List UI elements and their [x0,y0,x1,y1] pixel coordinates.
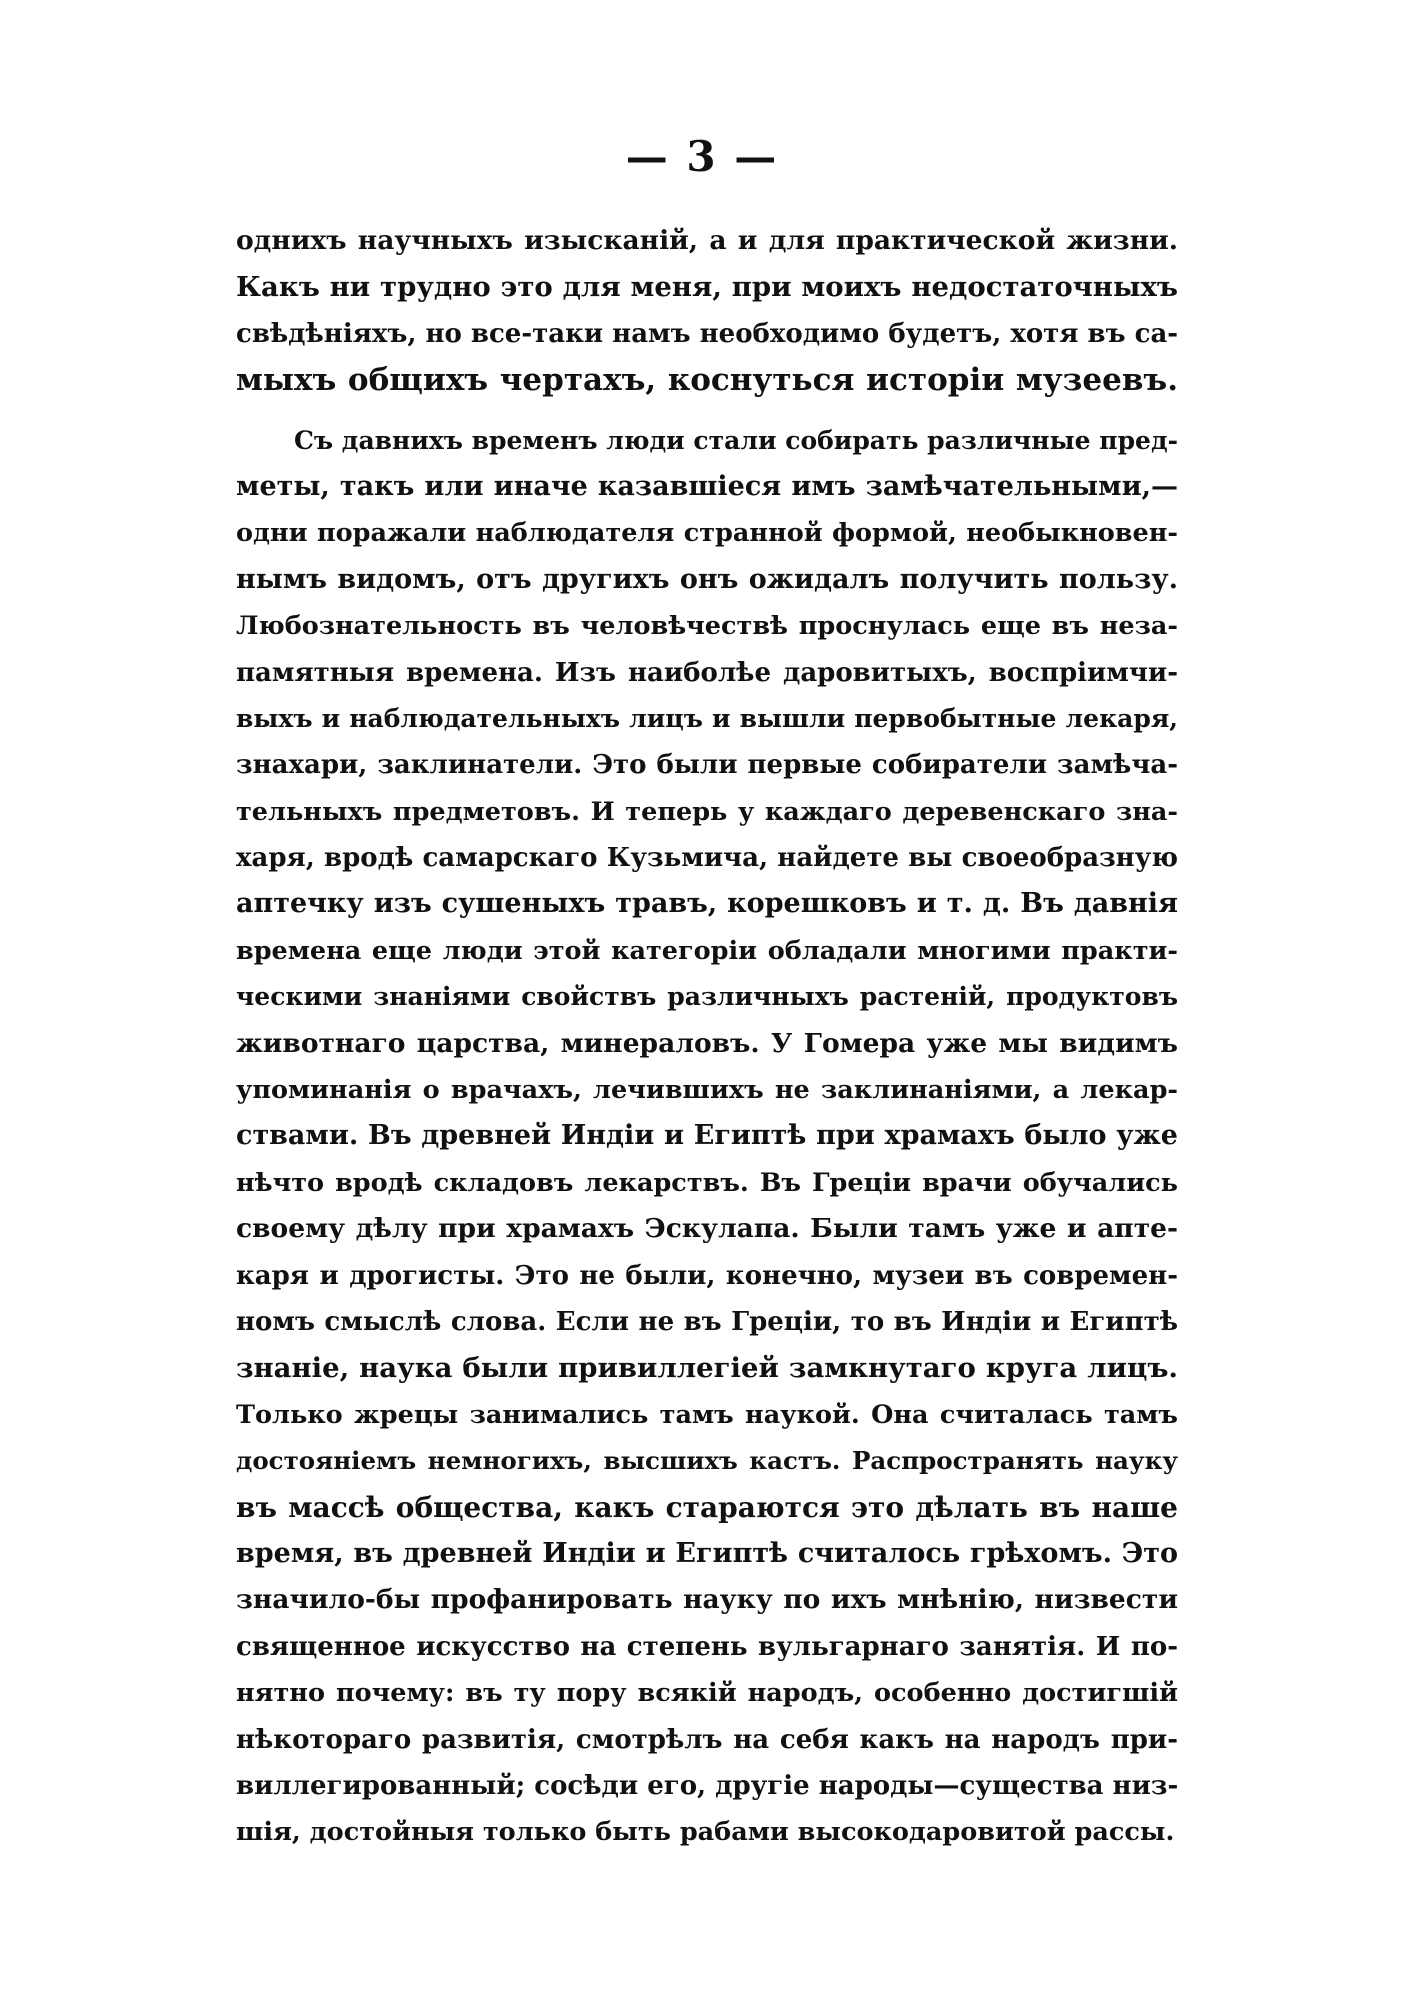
text-line: Съ давнихъ временъ люди стали собирать различные пред- [294,425,1178,455]
text-line: харя, вродѣ самарскаго Кузьмича, найдете вы своеобразную [236,843,1178,874]
text-line: животнаго царства, минераловъ. У Гомера уже мы видимъ [236,1027,1178,1059]
text-line: времена еще люди этой категоріи обладали многими практи- [236,935,1178,966]
text-line: шія, достойныя только быть рабами высокодаровитой рассы. [236,1817,1175,1848]
text-line: одни поражали наблюдателя странной формой, необыкновен- [236,518,1178,549]
text-line: тельныхъ предметовъ. И теперь у каждаго деревенскаго зна- [236,796,1178,827]
text-line: выхъ и наблюдательныхъ лицъ и вышли первобытные лекаря, [236,703,1178,733]
paragraph-gap [236,404,1178,418]
text-line: нятно почему: въ ту пору всякій народъ, особенно достигшій [236,1678,1178,1709]
text-line: знахари, заклинатели. Это были первые собиратели замѣча- [236,750,1178,781]
text-line: нымъ видомъ, отъ другихъ онъ ожидалъ получить пользу. [236,563,1178,595]
text-line: меты, такъ или иначе казавшіеся имъ замѣчательными,— [236,470,1178,502]
text-line: номъ смыслѣ слова. Если не въ Греціи, то въ Индіи и Египтѣ [236,1306,1178,1337]
text-line: своему дѣлу при храмахъ Эскулапа. Были тамъ уже и апте- [236,1213,1178,1245]
text-line: Любознательность въ человѣчествѣ проснулась еще въ неза- [236,611,1178,642]
text-line: Только жрецы занимались тамъ наукой. Она считалась тамъ [236,1399,1178,1430]
paragraph [236,418,1178,1856]
text-line: памятныя времена. Изъ наиболѣе даровитыхъ, воспріимчи- [236,657,1178,688]
body-text [236,218,1178,1856]
text-line: нѣчто вродѣ складовъ лекарствъ. Въ Греціи врачи обучались [236,1167,1178,1198]
text-line: ствами. Въ древней Индіи и Египтѣ при храмахъ было уже [236,1120,1178,1152]
text-line: ческими знаніями свойствъ различныхъ растеній, продуктовъ [236,982,1178,1012]
text-line: знаніе, наука были привиллегіей замкнутаго круга лицъ. [236,1352,1178,1385]
text-line: каря и дрогисты. Это не были, конечно, музеи въ современ- [236,1260,1178,1291]
paragraph [236,218,1178,404]
text-line: Какъ ни трудно это для меня, при моихъ недостаточныхъ [236,271,1178,304]
text-line: аптечку изъ сушеныхъ травъ, корешковъ и т. д. Въ давнія [236,888,1178,920]
text-line: упоминанія о врачахъ, лечившихъ не заклинаніями, а лекар- [236,1075,1178,1106]
text-line: мыхъ общихъ чертахъ, коснуться исторіи музеевъ. [236,362,1178,399]
text-line: нѣкотораго развитія, смотрѣлъ на себя какъ на народъ при- [236,1724,1178,1755]
text-line: значило-бы профанировать науку по ихъ мнѣнію, низвести [236,1584,1178,1616]
page-number: — 3 — [625,132,779,181]
text-line: виллегированный; сосѣди его, другіе народы—существа низ- [236,1770,1179,1801]
text-line: однихъ научныхъ изысканій, а и для практической жизни. [236,225,1178,256]
text-line: время, въ древней Индіи и Египтѣ считалось грѣхомъ. Это [236,1537,1178,1569]
text-line: священное искусство на степень вульгарнаго занятія. И по- [236,1631,1178,1662]
text-line: въ массѣ общества, какъ стараются это дѣлать въ наше [236,1490,1178,1524]
text-line: достояніемъ немногихъ, высшихъ кастъ. Распространять науку [236,1446,1178,1476]
text-line: свѣдѣніяхъ, но все-таки намъ необходимо будетъ, хотя въ са- [236,318,1179,349]
